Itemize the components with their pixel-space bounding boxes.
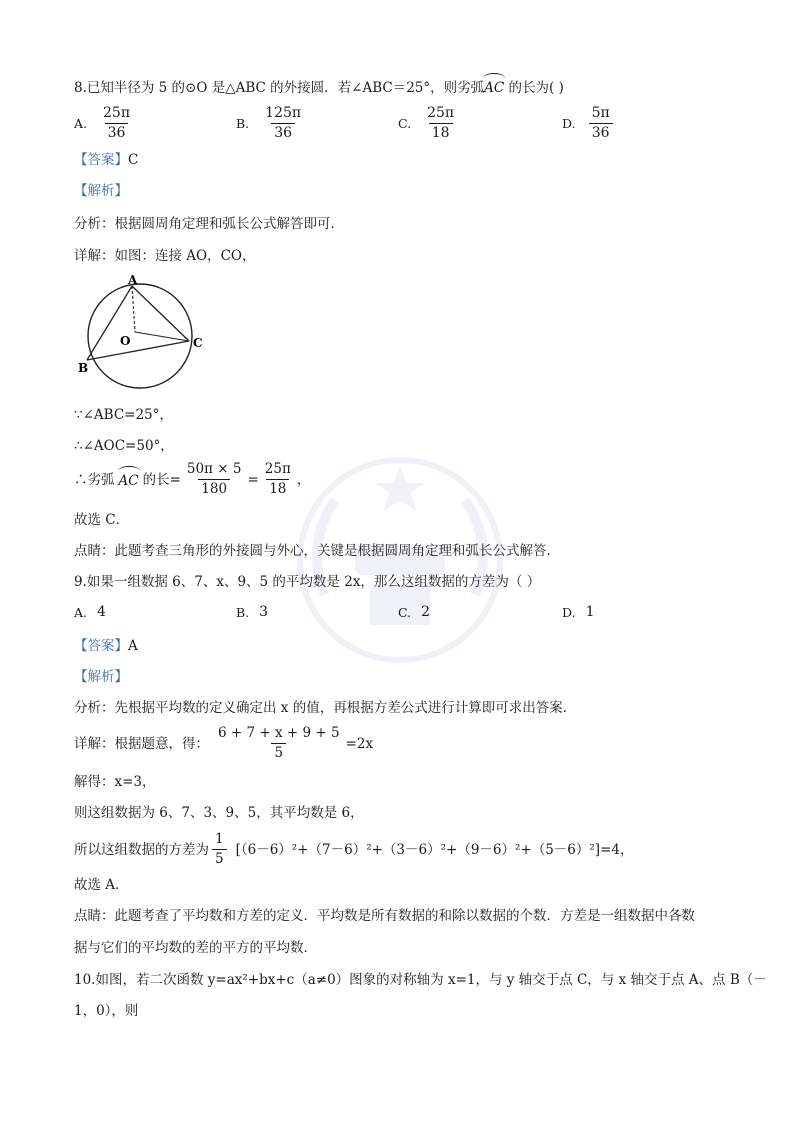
q8-step1: ∵∠ABC=25°， [74, 407, 173, 423]
q8-step2: ∴∠AOC=50°， [74, 438, 174, 454]
label-a: A [128, 274, 138, 287]
q9-analysis-tag: 【解析】 [74, 669, 128, 685]
circumcircle [88, 284, 192, 388]
q8-option-a: A. $\frac{25\pi}{36}$ [74, 105, 131, 141]
q8-analysis: 分析：根据圆周角定理和弧长公式解答即可． [74, 216, 344, 232]
q9-comment-2: 据与它们的平均数的差的平方的平均数． [74, 940, 317, 956]
q10-line-2: 1，0），则 [74, 1003, 139, 1019]
q9-option-b: B. 3 [236, 604, 269, 620]
segment-ao [132, 286, 135, 332]
label-c: C [193, 336, 203, 350]
q8-choose: 故选 C． [74, 512, 130, 528]
q8-detail: 详解：如图：连接 AO，CO， [74, 248, 256, 264]
q8-step3: ∴劣弧 AC 的长= $\frac{50\pi \times 5}{180}$ = $\frac{25\pi}{18}$ ， [74, 461, 311, 497]
label-b: B [78, 361, 89, 375]
q9-answer: 【答案】A [74, 638, 138, 654]
q9-comment-1: 点睛：此题考查了平均数和方差的定义．平均数是所有数据的和除以数据的个数．方差是一组数据中各数 [74, 908, 695, 924]
q9-option-d: D. 1 [562, 604, 595, 620]
q8-comment: 点睛：此题考查三角形的外接圆与外心，关键是根据圆周角定理和弧长公式解答． [74, 543, 560, 559]
q8-stem: 8.已知半径为 5 的⊙O 是△ABC 的外接圆．若∠ABC＝25°，则劣弧AC 的长为( ) [74, 76, 564, 98]
q9-stem: 9.如果一组数据 6、7、x、9、5 的平均数是 2x，那么这组数据的方差为（ ） [74, 574, 541, 590]
side-bc [87, 341, 189, 360]
q9-analysis: 分析：先根据平均数的定义确定出 x 的值，再根据方差公式进行计算即可求出答案． [74, 700, 577, 716]
q9-data: 则这组数据为 6、7、3、9、5，其平均数是 6， [74, 805, 364, 821]
q8-answer: 【答案】C [74, 152, 139, 168]
q9-choose: 故选 A． [74, 877, 129, 893]
q8-option-c: C. $\frac{25\pi}{18}$ [398, 105, 455, 141]
q8-analysis-tag: 【解析】 [74, 183, 128, 199]
q8-option-d: D. $\frac{5\pi}{36}$ [562, 104, 616, 143]
arc-ac: AC [484, 76, 504, 98]
q9-variance: 所以这组数据的方差为 $\frac{1}{5}$ [（6－6）²+（7－6）²+（3－6）²+（9－6）²+（5－6）²]=4， [74, 831, 634, 867]
q9-option-c: C. 2 [398, 604, 431, 620]
side-ab [87, 286, 132, 360]
label-o: O [120, 334, 131, 348]
circle-figure [74, 274, 206, 392]
q8-option-b: B. $\frac{125\pi}{36}$ [236, 105, 302, 141]
q9-option-a: A. 4 [74, 604, 106, 620]
q9-detail: 详解：根据题意，得： $\frac{6 + 7 + x + 9 + 5}{5}$ =2x [74, 725, 374, 761]
q9-solve: 解得：x=3， [74, 774, 156, 790]
q10-line-1: 10.如图，若二次函数 y=ax²+bx+c（a≠0）图象的对称轴为 x=1，与 y 轴交于点 C，与 x 轴交于点 A、点 B（－ [74, 972, 767, 988]
